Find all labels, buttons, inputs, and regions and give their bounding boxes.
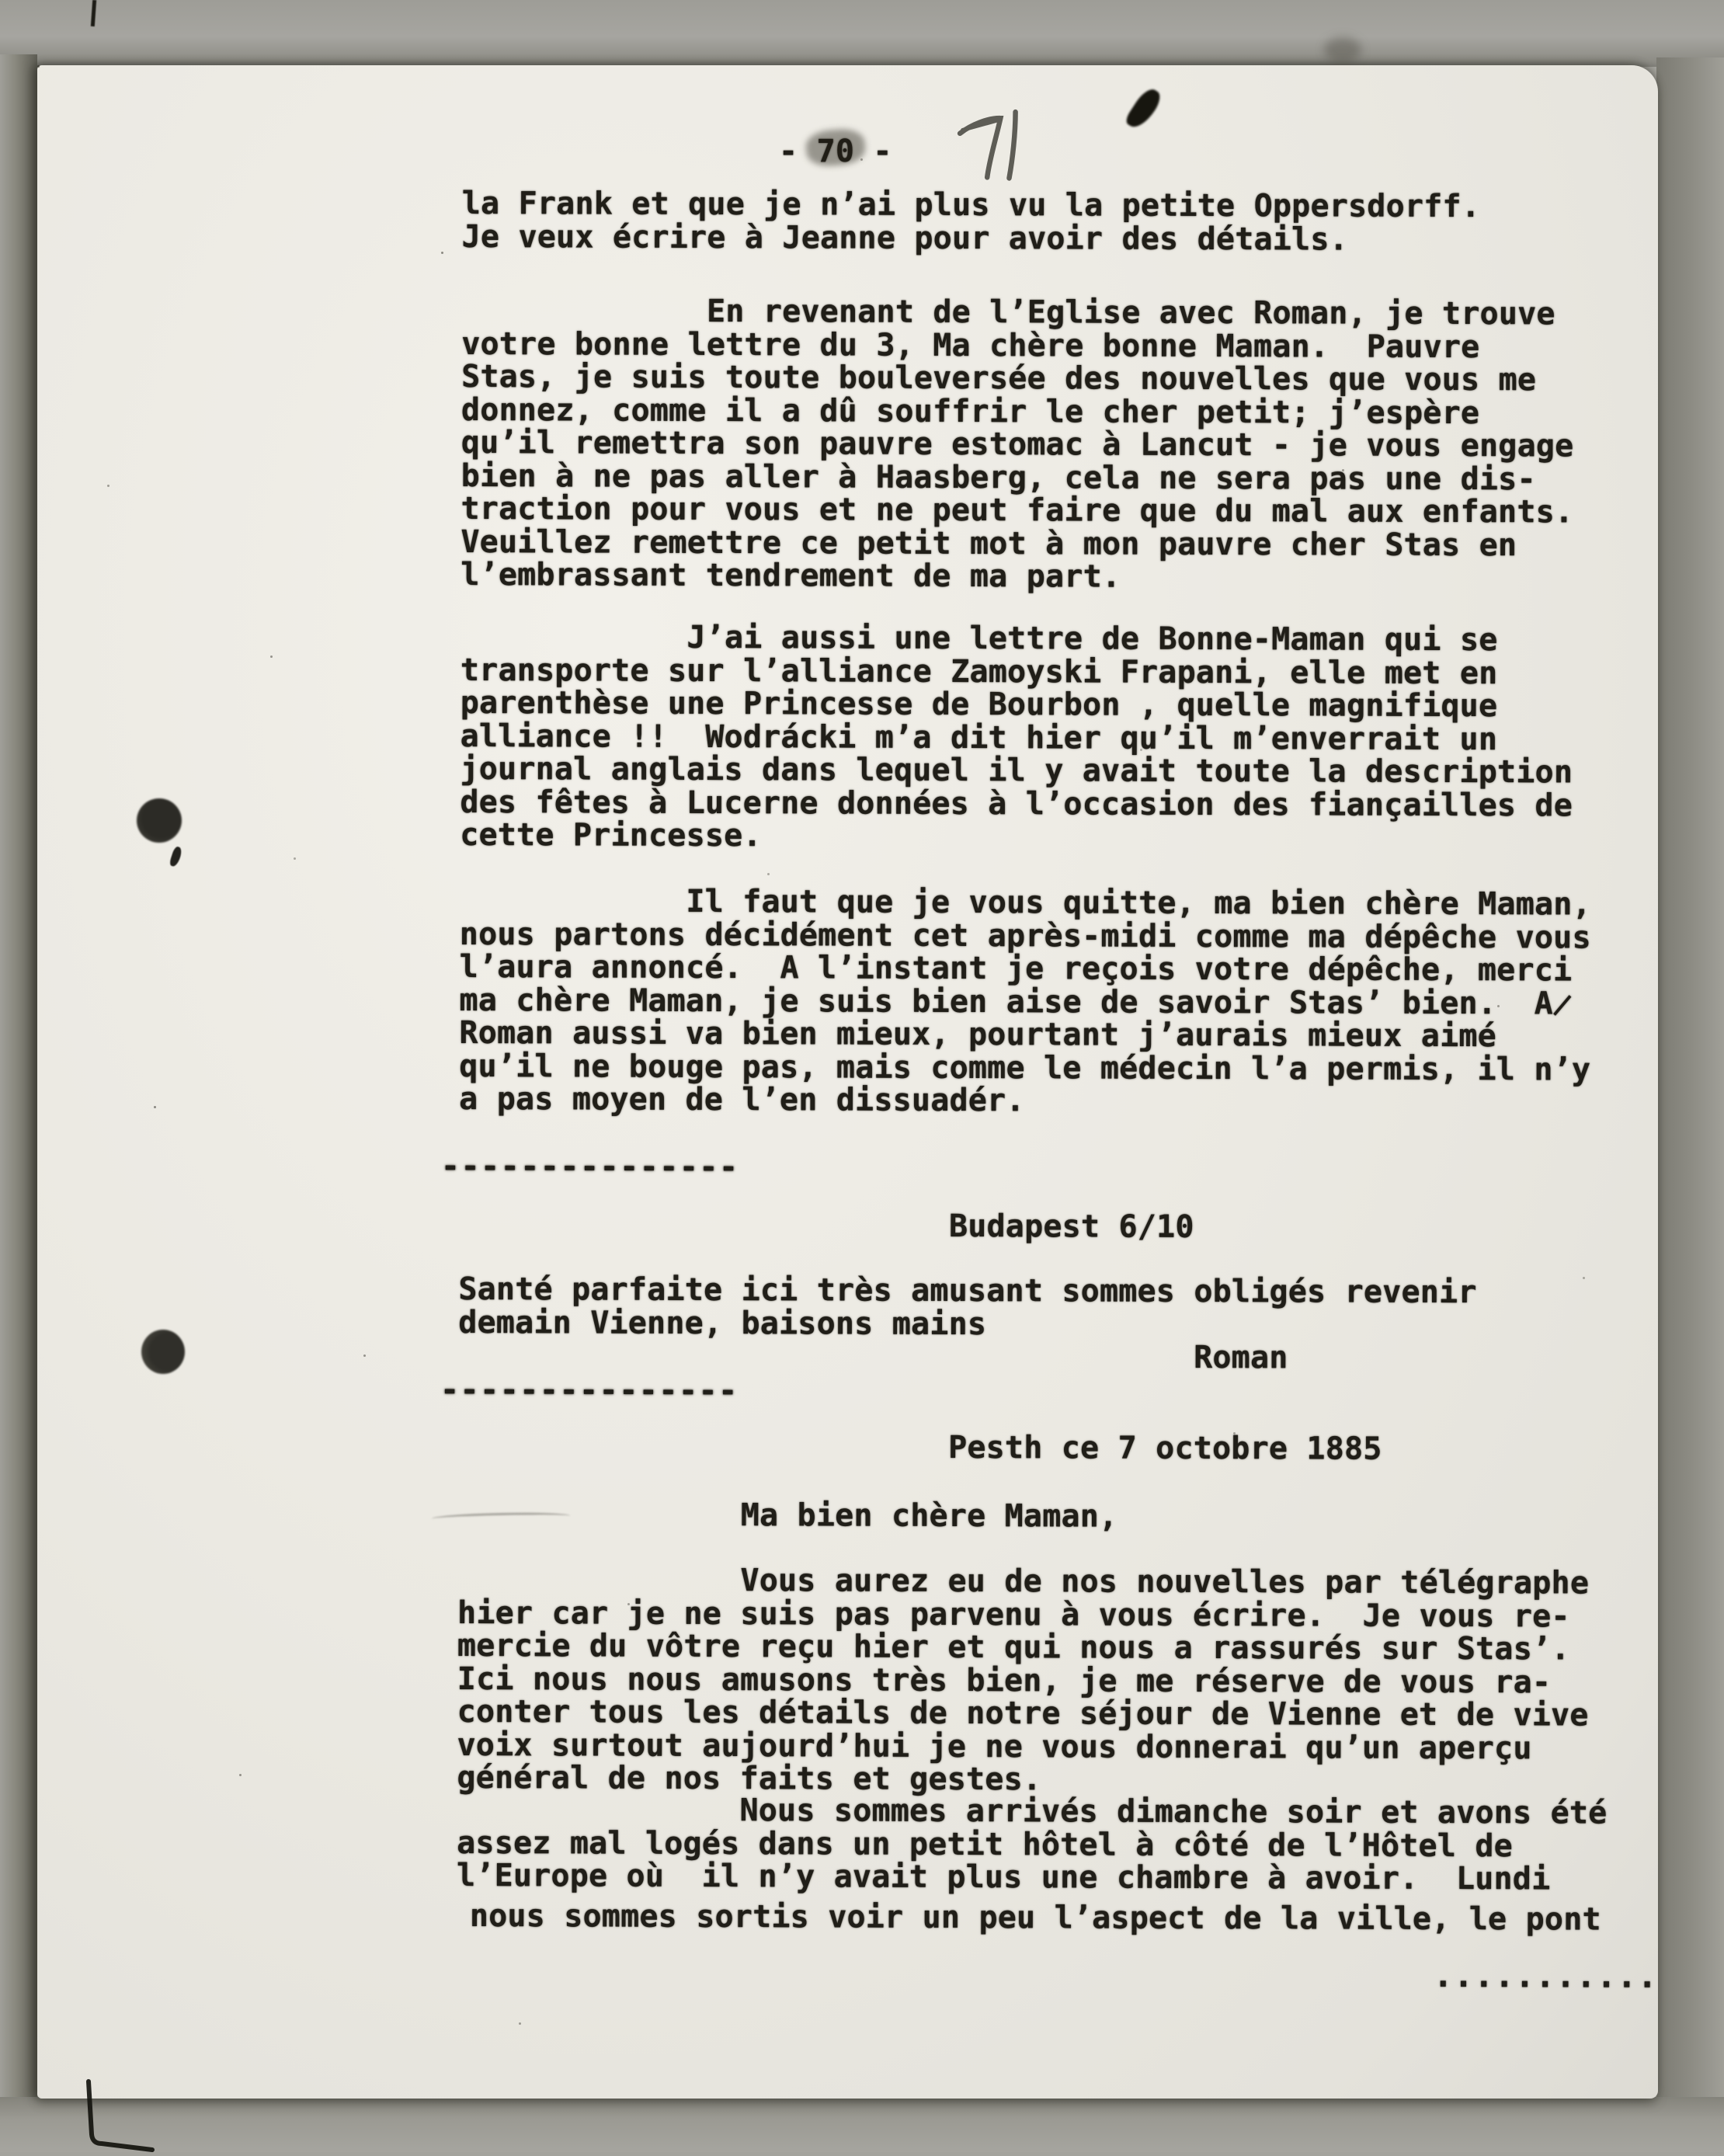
typewritten-line: journal anglais dans lequel il y avait toute la description <box>460 750 1573 791</box>
typewritten-line: Ici nous nous amusons très bien, je me réserve de vous ra- <box>457 1660 1552 1700</box>
typewritten-line: Veuillez remettre ce petit mot à mon pauvre cher Stas en <box>461 523 1517 563</box>
typewritten-line: demain Vienne, baisons mains <box>458 1304 987 1342</box>
typewritten-line: Il faut que je vous quitte, ma bien chère Maman, <box>459 882 1591 923</box>
typewritten-line: donnez, comme il a dû souffrir le cher petit; j’espère <box>461 391 1480 431</box>
typewritten-line: cette Princesse. <box>460 816 762 854</box>
typewritten-line: Pesth ce 7 octobre 1885 <box>457 1427 1382 1467</box>
typewritten-line: ma chère Maman, je suis bien aise de savoir Stas’ bien. A̷ <box>459 982 1573 1021</box>
typewritten-line: l’embrassant tendrement de ma part. <box>461 556 1121 595</box>
typewritten-line: Roman <box>458 1337 1288 1376</box>
typewritten-line: parenthèse une Princesse de Bourbon , quelle magnifique <box>460 684 1498 725</box>
typewritten-line: hier car je ne suis pas parvenu à vous écrire. Je vous re- <box>457 1594 1570 1634</box>
typewritten-line: qu’il ne bouge pas, mais comme le médecin l’a permis, il n’y <box>459 1048 1591 1088</box>
telegram-dateline <box>459 1208 1194 1243</box>
typewritten-line: l’aura annoncé. A l’instant je reçois votre dépêche, merci <box>459 948 1573 989</box>
typewritten-line: l’Europe où il n’y avait plus une chambre à avoir. Lundi <box>456 1857 1551 1897</box>
typewritten-line: traction pour vous et ne peut faire que du mal aux enfants. <box>461 490 1574 530</box>
typewritten-line: Ma bien chère Maman, <box>457 1496 1118 1535</box>
typewritten-line: nous partons décidément cet après-midi comme ma dépêche vous <box>459 916 1591 956</box>
paragraph-eglise <box>461 294 1574 595</box>
typewritten-line: voix surtout aujourd’hui je ne vous donnerai qu’un aperçu <box>457 1727 1532 1766</box>
typewritten-line: Budapest 6/10 <box>458 1206 1194 1245</box>
typewritten-line: Santé parfaite ici très amusant sommes obligés revenir <box>458 1271 1477 1311</box>
typewritten-line: En revenant de l’Eglise avec Roman, je trouve <box>461 292 1555 332</box>
typewritten-line: transporte sur l’alliance Zamoyski Frapani, elle met en <box>460 652 1498 691</box>
paragraph-telegraphe <box>457 1563 1589 1798</box>
separator-dashes-1 <box>441 1150 739 1184</box>
paragraph-arrivee-last-line <box>470 1900 1601 1936</box>
typewritten-line: ........... <box>1433 1956 1658 1995</box>
typewritten-line: --------------- <box>440 1148 739 1186</box>
typewritten-line: mercie du vôtre reçu hier et qui nous a rassurés sur Stas’. <box>457 1627 1570 1667</box>
typewritten-line: général de nos faits et gestes. <box>457 1759 1042 1798</box>
typewritten-line: qu’il remettra son pauvre estomac à Lancut - je vous engage <box>461 424 1574 464</box>
typewritten-line: Roman aussi va bien mieux, pourtant j’aurais mieux aimé <box>459 1014 1497 1055</box>
typed-page-number: - 70 - <box>779 134 892 169</box>
typewritten-line: J’ai aussi une lettre de Bonne-Maman qui se <box>460 618 1498 659</box>
paragraph-arrivee <box>457 1793 1608 1896</box>
typewritten-line: des fêtes à Lucerne données à l’occasion des fiançailles de <box>460 784 1573 823</box>
typewritten-line: bien à ne pas aller à Haasberg, cela ne sera pas une dis- <box>461 457 1536 497</box>
telegram-signature <box>458 1339 1288 1375</box>
typewritten-line: Je veux écrire à Jeanne pour avoir des détails. <box>461 218 1349 258</box>
paragraph-bonne-maman <box>460 618 1573 855</box>
salutation <box>457 1498 1117 1533</box>
separator-dashes-2 <box>440 1374 739 1408</box>
typewritten-line: nous sommes sortis voir un peu l’aspect de la ville, le pont <box>469 1898 1601 1938</box>
typewritten-line: votre bonne lettre du 3, Ma chère bonne Maman. Pauvre <box>461 325 1480 365</box>
intro-paragraph <box>462 187 1480 256</box>
paragraph-depart <box>459 882 1591 1119</box>
typewritten-line: --------------- <box>440 1372 739 1410</box>
letter-dateline <box>457 1427 1382 1467</box>
typewritten-line: a pas moyen de l’en dissuadér. <box>459 1080 1025 1119</box>
typewritten-line: alliance !! Wodrácki m’a dit hier qu’il m’enverrait un <box>460 718 1498 757</box>
typewritten-line: Stas, je suis toute bouleversée des nouvelles que vous me <box>461 358 1537 398</box>
typewritten-line: Nous sommes arrivés dimanche soir et avons été <box>457 1791 1608 1831</box>
trailing-dots <box>1433 1956 1658 1995</box>
typewritten-line: assez mal logés dans un petit hôtel à côté de l’Hôtel de <box>457 1824 1514 1864</box>
typewritten-line: conter tous les détails de notre séjour de Vienne et de vive <box>457 1693 1589 1733</box>
typewritten-line: Vous aurez eu de nos nouvelles par télégraphe <box>457 1561 1590 1601</box>
typewritten-line: la Frank et que je n’ai plus vu la petite Oppersdorff. <box>461 185 1481 225</box>
telegram-body <box>458 1273 1476 1342</box>
